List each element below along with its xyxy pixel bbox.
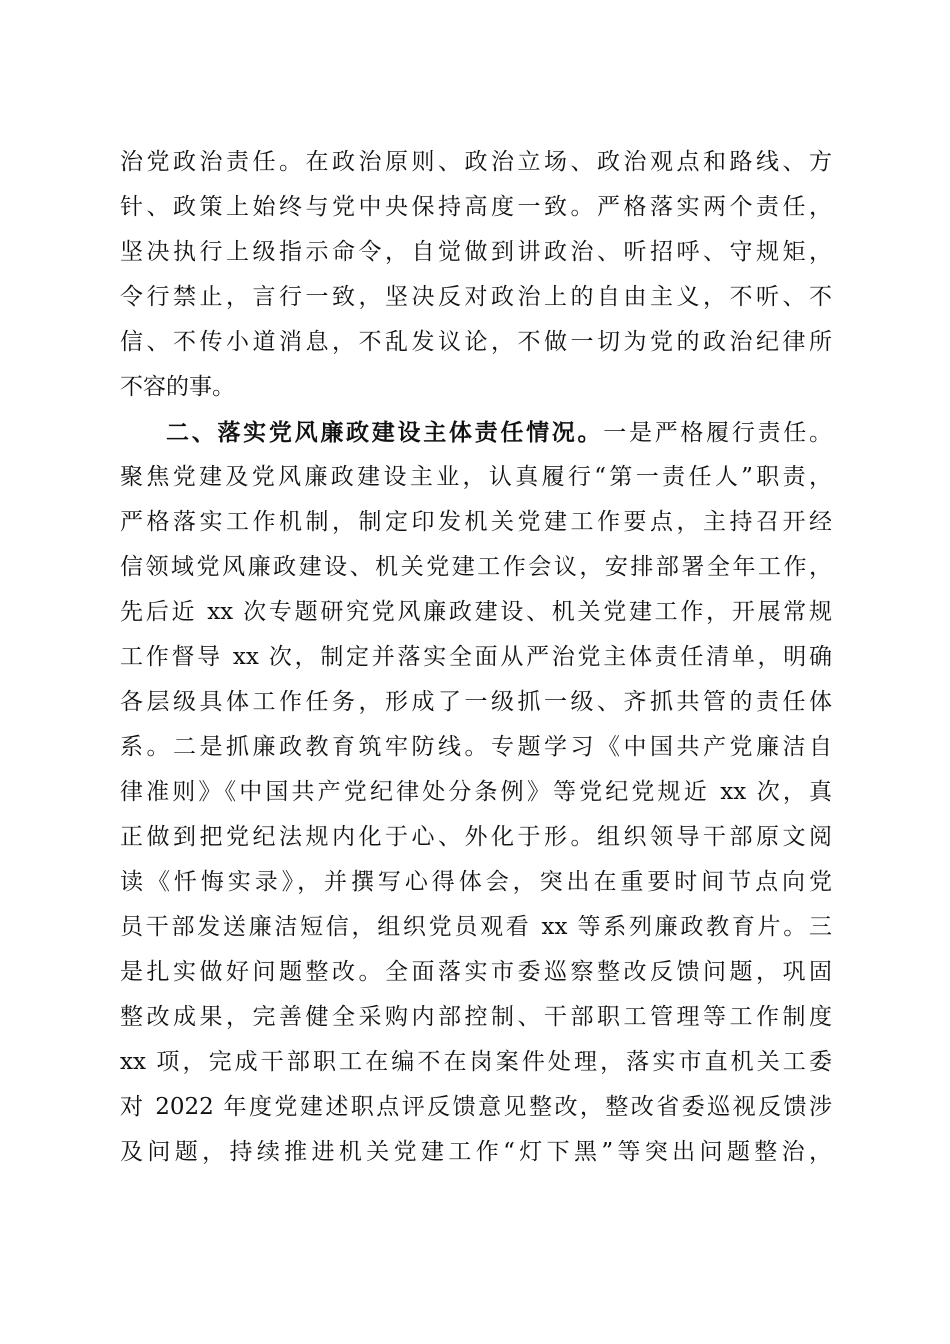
text-line-19: 是扎实做好问题整改。全面落实市委巡察整改反馈问题，巩固: [120, 959, 832, 985]
text-line-5: 信、不传小道消息，不乱发议论，不做一切为党的政治纪律所: [120, 329, 832, 355]
text-line-22: 对 2022 年度党建述职点评反馈意见整改，整改省委巡视反馈涉: [120, 1094, 832, 1120]
text-line-3: 坚决执行上级指示命令，自觉做到讲政治、听招呼、守规矩，: [120, 239, 832, 265]
text-line-13: 各层级具体工作任务，形成了一级抓一级、齐抓共管的责任体: [120, 689, 832, 715]
text-line-17: 读《忏悔实录》，并撰写心得体会，突出在重要时间节点向党: [120, 869, 832, 895]
body-text: [120, 140, 832, 1175]
text-line-11: 先后近 xx 次专题研究党风廉政建设、机关党建工作，开展常规: [120, 599, 832, 625]
text-line-14: 系。二是抓廉政教育筑牢防线。专题学习《中国共产党廉洁自: [120, 734, 832, 760]
section-heading-line: [120, 410, 832, 455]
text-line-18: 员干部发送廉洁短信，组织党员观看 xx 等系列廉政教育片。三: [120, 914, 832, 940]
text-line-15: 律准则》《中国共产党纪律处分条例》等党纪党规近 xx 次，真: [120, 779, 832, 805]
section-heading: 二、落实党风廉政建设主体责任情况。: [166, 419, 604, 446]
text-line-10: 信领域党风廉政建设、机关党建工作会议，安排部署全年工作，: [120, 554, 832, 580]
text-line-16: 正做到把党纪法规内化于心、外化于形。组织领导干部原文阅: [120, 824, 832, 850]
text-line-9: 严格落实工作机制，制定印发机关党建工作要点，主持召开经: [120, 509, 832, 535]
text-line-2: 针、政策上始终与党中央保持高度一致。严格落实两个责任，: [120, 194, 832, 220]
text-line-21: xx 项，完成干部职工在编不在岗案件处理，落实市直机关工委: [120, 1049, 832, 1075]
text-line-23: 及问题，持续推进机关党建工作“灯下黑”等突出问题整治，: [120, 1139, 832, 1165]
text-line-1: 治党政治责任。在政治原则、政治立场、政治观点和路线、方: [120, 149, 832, 175]
text-line-12: 工作督导 xx 次，制定并落实全面从严治党主体责任清单，明确: [120, 644, 832, 670]
text-line-20: 整改成果，完善健全采购内部控制、干部职工管理等工作制度: [120, 1004, 832, 1030]
section-heading-continuation: 一是严格履行责任。: [603, 420, 833, 446]
text-line-4: 令行禁止，言行一致，坚决反对政治上的自由主义，不听、不: [120, 284, 832, 310]
text-line-6: 不容的事。: [120, 374, 235, 400]
text-line-8: 聚焦党建及党风廉政建设主业，认真履行“第一责任人”职责，: [120, 464, 832, 490]
